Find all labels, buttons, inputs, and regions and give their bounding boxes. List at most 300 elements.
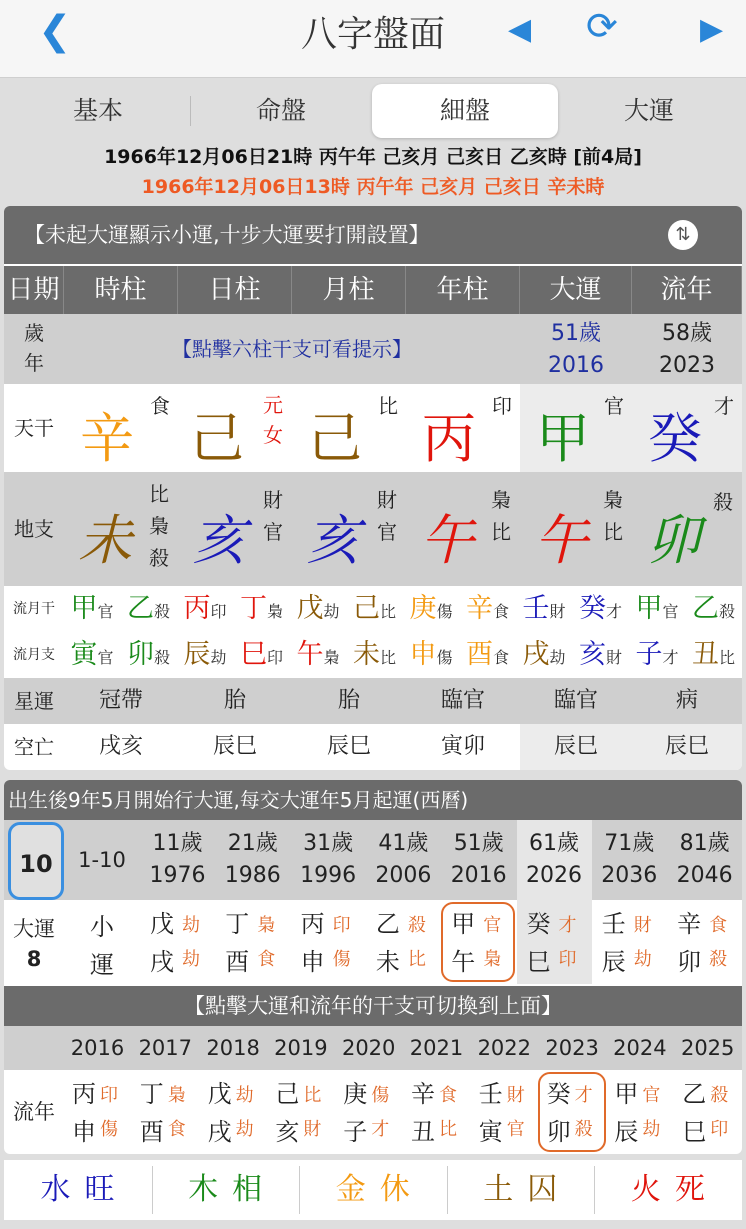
liuyue-char: 乙 [126,593,154,624]
liuyue-note: 財 [605,648,622,667]
dizhi-notes [602,484,624,548]
liunian-year[interactable]: 2025 [680,1036,735,1060]
dayun-year: 1996 [300,863,357,888]
dizhi-char: 午 [420,509,474,572]
dizhi-char: 亥 [306,509,360,572]
tiangan-cell[interactable] [632,384,742,472]
liunian-zhi-note: 殺 [574,1119,593,1140]
liuyue-char: 庚 [409,593,437,624]
liunian-year[interactable]: 2019 [274,1036,328,1060]
tiangan-cell[interactable] [64,384,178,472]
element-state: 休 [379,1172,410,1207]
dayun-year: 1976 [149,863,206,888]
dayun-zhi: 申 [300,948,325,976]
element-char: 木 [188,1172,219,1207]
liunian-gan-note: 傷 [371,1085,390,1106]
liunian-zhi-note: 劫 [642,1119,661,1140]
dayun-gan: 丙 [300,910,325,938]
liunian-year[interactable]: 2023 [545,1036,599,1060]
dayun-zhi: 酉 [225,948,250,976]
liuyue-char: 戌 [522,639,550,670]
tiangan-note: 比 [378,394,398,418]
liuyue-note: 比 [379,648,396,667]
dayun-age: 61歲 [529,831,579,856]
liuyue-cell[interactable] [177,632,233,678]
page-title: 八字盤面 [300,14,445,55]
dayun-age-cell[interactable] [667,820,742,900]
footer-divider [152,1166,153,1214]
dayun-age-cell[interactable] [441,820,516,900]
dayun-gan-note: 殺 [407,915,426,936]
liunian-zhi-note: 傷 [100,1119,118,1140]
kongwang-cell: 寅卯 [440,734,485,759]
tiangan-char: 己 [190,407,244,470]
liuyue-note: 官 [97,648,114,667]
tab-basic[interactable]: 基本 [72,96,123,125]
liunian-gan-note: 殺 [710,1085,729,1106]
dayun-ganzhi-cell[interactable] [215,900,290,984]
dayun-start-box[interactable]: 10 [8,822,64,900]
dizhi-note: 梟 [603,488,623,512]
liunian-year[interactable]: 2024 [613,1036,667,1060]
dizhi-note: 比 [603,520,623,544]
dayun-zhi: 戌 [150,948,174,976]
liunian-gan: 戊 [207,1080,232,1108]
panel-banner: 【未起大運顯示小運,十步大運要打開設置】 [4,206,742,264]
dayun-zhi-note: 食 [257,949,276,970]
tab-divider [190,96,191,126]
footer-divider [594,1166,595,1214]
dayun-age-cell[interactable] [291,820,366,900]
liuyue-char: 癸 [578,593,606,624]
dayun-zhi-note: 劫 [182,949,200,970]
dizhi-note: 殺 [713,490,733,514]
liuyue-char: 丙 [183,593,211,624]
dayun-ganzhi-cell[interactable] [667,900,742,984]
tiangan-label: 天干 [14,416,54,440]
tab-detail[interactable]: 細盤 [372,84,558,138]
liunian-ganzhi-cell[interactable] [267,1070,334,1154]
dayun-age-cell[interactable] [517,820,592,900]
dayun-age-year[interactable] [520,314,632,384]
element-state-cell [299,1160,446,1220]
liuyue-cell[interactable] [573,632,629,678]
element-state: 囚 [527,1172,558,1207]
liunian-year[interactable]: 2021 [409,1036,464,1060]
liunian-zhi-note: 比 [439,1119,457,1140]
dizhi-notes [490,484,512,548]
liunian-year[interactable]: 2016 [70,1036,125,1060]
liuyue-cell[interactable] [516,632,572,678]
liuyue-cell[interactable] [403,632,459,678]
liuyue-char: 己 [352,593,380,624]
tab-chart[interactable]: 命盤 [255,96,306,125]
dayun-gan-note: 食 [709,915,728,936]
liunian-zhi: 卯 [546,1118,571,1146]
liunian-zhi: 亥 [275,1118,300,1146]
dayun-gan-note: 劫 [182,915,200,936]
liuyue-cell[interactable] [121,586,177,632]
dayun-label: 大運 [13,917,55,941]
element-state-cell [152,1160,299,1220]
dayun-zhi: 午 [451,948,476,976]
dayun-year: 1986 [224,863,281,888]
liuyue-char: 卯 [126,639,154,670]
tiangan-cell[interactable] [406,384,520,472]
dayun-zhi-note: 傷 [332,949,351,970]
dayun-age-cell[interactable] [140,820,215,900]
xiaoyun-char: 運 [90,951,114,979]
liuyue-char: 甲 [70,593,98,624]
dizhi-note: 殺 [149,546,169,570]
kongwang-cell: 辰巳 [520,724,632,770]
dizhi-note: 官 [263,520,283,544]
liunian-ganzhi-cell[interactable] [132,1070,199,1154]
liunian-zhi: 辰 [614,1118,639,1146]
dayun-zhi: 巳 [526,948,551,976]
dizhi-note: 比 [149,482,169,506]
liunian-year[interactable]: 2018 [206,1036,260,1060]
dizhi-note: 比 [491,520,511,544]
liuyue-char: 甲 [635,593,663,624]
liunian-year: 2023 [659,353,715,378]
swap-vertical-icon[interactable]: ⇅ [668,220,698,250]
dizhi-char: 未 [78,509,132,572]
liunian-gan-note: 才 [574,1085,593,1106]
dizhi-cell[interactable] [406,472,520,586]
liunian-zhi: 丑 [411,1118,435,1146]
element-state: 旺 [84,1172,115,1207]
dizhi-note: 梟 [491,488,511,512]
liuyue-cell[interactable] [686,632,742,678]
liunian-ganzhi-cell[interactable] [335,1070,402,1154]
liunian-gan: 丙 [72,1080,96,1108]
liunian-zhi: 戌 [207,1118,232,1146]
dayun-year: 2026 [526,863,582,888]
liunian-gan: 甲 [614,1080,639,1108]
liunian-zhi-note: 財 [303,1119,322,1140]
liuyue-cell[interactable] [629,632,685,678]
tiangan-char: 癸 [648,407,702,470]
liunian-zhi: 酉 [139,1118,164,1146]
tiangan-cell[interactable] [520,384,632,472]
dayun-ganzhi-cell[interactable] [517,900,592,984]
dayun-gan: 壬 [601,910,626,938]
liuyue-note: 才 [662,648,679,667]
liunian-ganzhi-cell[interactable] [471,1070,538,1154]
kongwang-cell: 辰巳 [632,724,742,770]
liunian-ganzhi-cell[interactable] [403,1070,470,1154]
dayun-zhi-note: 劫 [633,949,652,970]
dayun-year: 2016 [548,353,604,378]
liuyue-cell[interactable] [290,632,346,678]
kongwang-cell: 辰巳 [326,734,371,759]
dayun-age: 51歲 [551,321,601,346]
tiangan-char: 甲 [536,407,590,470]
liuyue-cell[interactable] [347,586,403,632]
liuyue-cell[interactable] [234,632,290,678]
liuyue-cell[interactable] [460,632,516,678]
liunian-gan-note: 食 [439,1085,457,1106]
dayun-zhi: 未 [375,948,400,976]
liuyue-cell[interactable] [686,586,742,632]
dayun-hint: 【點擊大運和流年的干支可切換到上面】 [4,986,742,1026]
dayun-zhi-note: 梟 [483,949,502,970]
dayun-zhi-note: 比 [407,949,426,970]
dizhi-cell[interactable] [632,472,742,586]
dayun-zhi: 辰 [601,948,626,976]
liuyue-cell[interactable] [290,586,346,632]
liuyue-note: 殺 [153,602,170,621]
dayun-gan-note: 梟 [257,915,276,936]
liuyue-note: 官 [662,602,679,621]
liuyue-note: 劫 [210,648,227,667]
liunian-gan-note: 財 [506,1085,525,1106]
dayun-zhi: 卯 [677,948,702,976]
triangle-right-icon[interactable]: ▶ [700,12,724,47]
liuyue-cell[interactable] [347,632,403,678]
tiangan-cell[interactable] [178,384,292,472]
element-char: 火 [630,1172,661,1207]
dayun-ganzhi-cell[interactable] [291,900,366,984]
dizhi-char: 亥 [192,509,246,572]
liuyue-note: 比 [379,602,396,621]
dayun-age-cell[interactable] [215,820,290,900]
dayun-gan: 甲 [451,910,476,938]
xiaoyun-char: 小 [90,913,114,941]
dizhi-cell[interactable] [178,472,292,586]
liuyue-note: 印 [210,602,227,621]
dayun-zhi-note: 殺 [709,949,728,970]
tiangan-char: 丙 [422,407,476,470]
hint-text[interactable]: 【點擊六柱干支可看提示】 [64,314,520,384]
liuyue-char: 申 [409,639,437,670]
liuyue-note: 財 [549,602,566,621]
age-label: 歲 [24,321,44,345]
date-line-secondary: 1966年12月06日13時 丙午年 己亥月 己亥日 辛未時 [141,176,605,198]
liunian-year[interactable]: 2020 [341,1036,396,1060]
liuyue-char: 丁 [239,593,267,624]
dizhi-notes [376,484,398,548]
liuyue-cell[interactable] [516,586,572,632]
xingyun-cell: 病 [632,678,742,724]
xingyun-cell: 臨官 [520,678,632,724]
liuyue-cell[interactable] [629,586,685,632]
dayun-gan: 乙 [375,910,400,938]
liunian-ganzhi-cell[interactable] [674,1070,741,1154]
age-year-label [4,314,64,384]
dayun-banner: 出生後9年5月開始行大運,每交大運年5月起運(西曆) [4,780,742,820]
header-cell: 年柱 [406,266,520,314]
footer-divider [299,1166,300,1214]
liunian-age: 58歲 [662,321,712,346]
dayun-age: 71歲 [604,831,655,856]
liuyue-char: 戊 [296,593,324,624]
element-state-cell [447,1160,594,1220]
liunian-gan: 乙 [682,1080,707,1108]
current-dayun-highlight [441,902,515,982]
dizhi-char: 午 [534,509,588,572]
liunian-ganzhi-cell[interactable] [606,1070,673,1154]
liuyue-char: 壬 [522,593,550,624]
liuyue-cell[interactable] [121,632,177,678]
liunian-zhi-note: 官 [506,1119,525,1140]
liunian-gan-note: 印 [100,1085,118,1106]
liunian-gan: 辛 [411,1080,435,1108]
dayun-range: 1-10 [78,848,126,872]
dizhi-cell[interactable] [64,472,178,586]
dizhi-note: 財 [263,488,283,512]
liunian-zhi-note: 才 [371,1119,390,1140]
dayun-ganzhi-cell[interactable] [140,900,215,984]
date-line-primary: 1966年12月06日21時 丙午年 己亥月 己亥日 乙亥時 [前4局] [104,146,642,168]
dayun-label-cell [4,904,64,984]
dizhi-cell[interactable] [292,472,406,586]
bazi-panel [4,206,742,770]
header-cell: 日柱 [178,266,292,314]
liunian-zhi-note: 劫 [235,1119,254,1140]
element-state-cell [594,1160,741,1220]
liuyue-cell[interactable] [177,586,233,632]
dayun-gan-note: 印 [332,915,351,936]
dayun-gan: 癸 [526,910,551,938]
liuyue-note: 劫 [549,648,566,667]
dizhi-note: 官 [377,520,397,544]
liuyue-note: 殺 [153,648,170,667]
liunian-year[interactable]: 2017 [138,1036,193,1060]
dayun-ganzhi-cell[interactable] [366,900,441,984]
liuyue-note: 食 [492,648,509,667]
triangle-left-icon[interactable]: ◀ [508,12,532,47]
liuyue-char: 亥 [578,639,606,670]
liuyue-cell[interactable] [64,632,120,678]
liuyue-char: 酉 [465,639,493,670]
dayun-zhi-note: 印 [558,949,577,970]
liuyue-note: 傷 [436,602,453,621]
dayun-panel [4,780,742,1154]
dayun-gan: 辛 [677,910,702,938]
liunian-gan: 丁 [139,1080,164,1108]
liuyue-char: 巳 [239,639,267,670]
liuyue-cell[interactable] [403,586,459,632]
liunian-gan-note: 梟 [167,1085,186,1106]
chevron-left-icon[interactable]: ❮ [38,8,72,54]
dayun-label-num: 8 [26,947,42,971]
dizhi-note: 財 [377,488,397,512]
element-char: 水 [40,1172,71,1207]
tiangan-note: 才 [714,394,734,418]
element-state-bar [4,1160,742,1220]
tiangan-note: 官 [604,394,624,418]
element-char: 土 [483,1172,514,1207]
xingyun-label: 星運 [4,678,64,724]
dayun-gan: 丁 [225,910,250,938]
liuyue-char: 未 [352,639,380,670]
element-state: 死 [674,1172,705,1207]
liuyue-cell[interactable] [573,586,629,632]
app-header [0,0,746,78]
liuyue-note: 殺 [718,602,735,621]
liunian-gan-note: 劫 [235,1085,254,1106]
tiangan-note: 印 [492,394,512,418]
liuyue-char: 辰 [183,639,211,670]
tab-dayun[interactable]: 大運 [623,96,674,125]
liunian-zhi-note: 印 [710,1119,729,1140]
dizhi-cell[interactable] [520,472,632,586]
xingyun-cell: 胎 [292,678,406,724]
liuyue-char: 辛 [465,593,493,624]
liuyue-note: 傷 [436,648,453,667]
liunian-gan: 癸 [546,1080,571,1108]
xiaoyun-cell[interactable] [64,904,140,984]
dayun-year: 2046 [676,863,733,888]
liunian-age-year[interactable] [632,314,742,384]
xingyun-cell: 胎 [178,678,292,724]
element-state: 相 [232,1172,263,1207]
liuyue-char: 乙 [691,593,719,624]
refresh-icon[interactable]: ⟳ [586,4,618,48]
liunian-gan-note: 官 [642,1085,661,1106]
kongwang-label: 空亡 [14,735,54,759]
liuyue-char: 寅 [70,639,98,670]
liuyue-cell[interactable] [460,586,516,632]
dayun-gan-note: 財 [633,915,652,936]
liuyue-note: 食 [492,602,509,621]
liuyue-cell[interactable] [234,586,290,632]
liunian-ganzhi-cell[interactable] [64,1070,131,1154]
liunian-ganzhi-cell[interactable] [200,1070,267,1154]
liunian-year[interactable]: 2022 [477,1036,532,1060]
liunian-gan: 己 [275,1080,300,1108]
liuyue-note: 印 [266,648,283,667]
dayun-gan-note: 官 [483,915,502,936]
header-cell: 日期 [4,266,64,314]
liuyue-char: 丑 [691,639,719,670]
liuyue-cell[interactable] [64,586,120,632]
dayun-age-cell[interactable] [366,820,441,900]
dizhi-notes [262,484,284,548]
liuyue-note: 梟 [323,648,340,667]
tiangan-char: 辛 [80,407,134,470]
tiangan-cell[interactable] [292,384,406,472]
liunian-zhi: 申 [72,1118,96,1146]
tiangan-char: 己 [308,407,362,470]
header-cell: 流年 [632,266,742,314]
element-char: 金 [335,1172,366,1207]
liuyue-char: 子 [635,639,663,670]
dayun-age: 51歲 [453,831,504,856]
header-cell: 月柱 [292,266,406,314]
liuyue-note: 劫 [323,602,340,621]
liuyue-label: 流月支 [13,647,55,663]
xingyun-cell: 臨官 [406,678,520,724]
liuyue-label: 流月干 [13,601,55,617]
liunian-zhi: 寅 [478,1118,503,1146]
tiangan-note: 元女 [263,393,283,447]
dayun-age: 31歲 [303,831,354,856]
dayun-gan-note: 才 [558,915,577,936]
liunian-gan: 壬 [478,1080,503,1108]
dayun-gan: 戊 [150,910,174,938]
dayun-age-cell[interactable] [592,820,667,900]
liunian-label: 流年 [13,1100,55,1124]
xingyun-cell: 冠帶 [64,678,178,724]
tab-bar [8,84,738,138]
dayun-ganzhi-cell[interactable] [592,900,667,984]
year-label: 年 [24,351,44,375]
dayun-age: 21歲 [227,831,278,856]
kongwang-cell: 戌亥 [98,734,143,759]
